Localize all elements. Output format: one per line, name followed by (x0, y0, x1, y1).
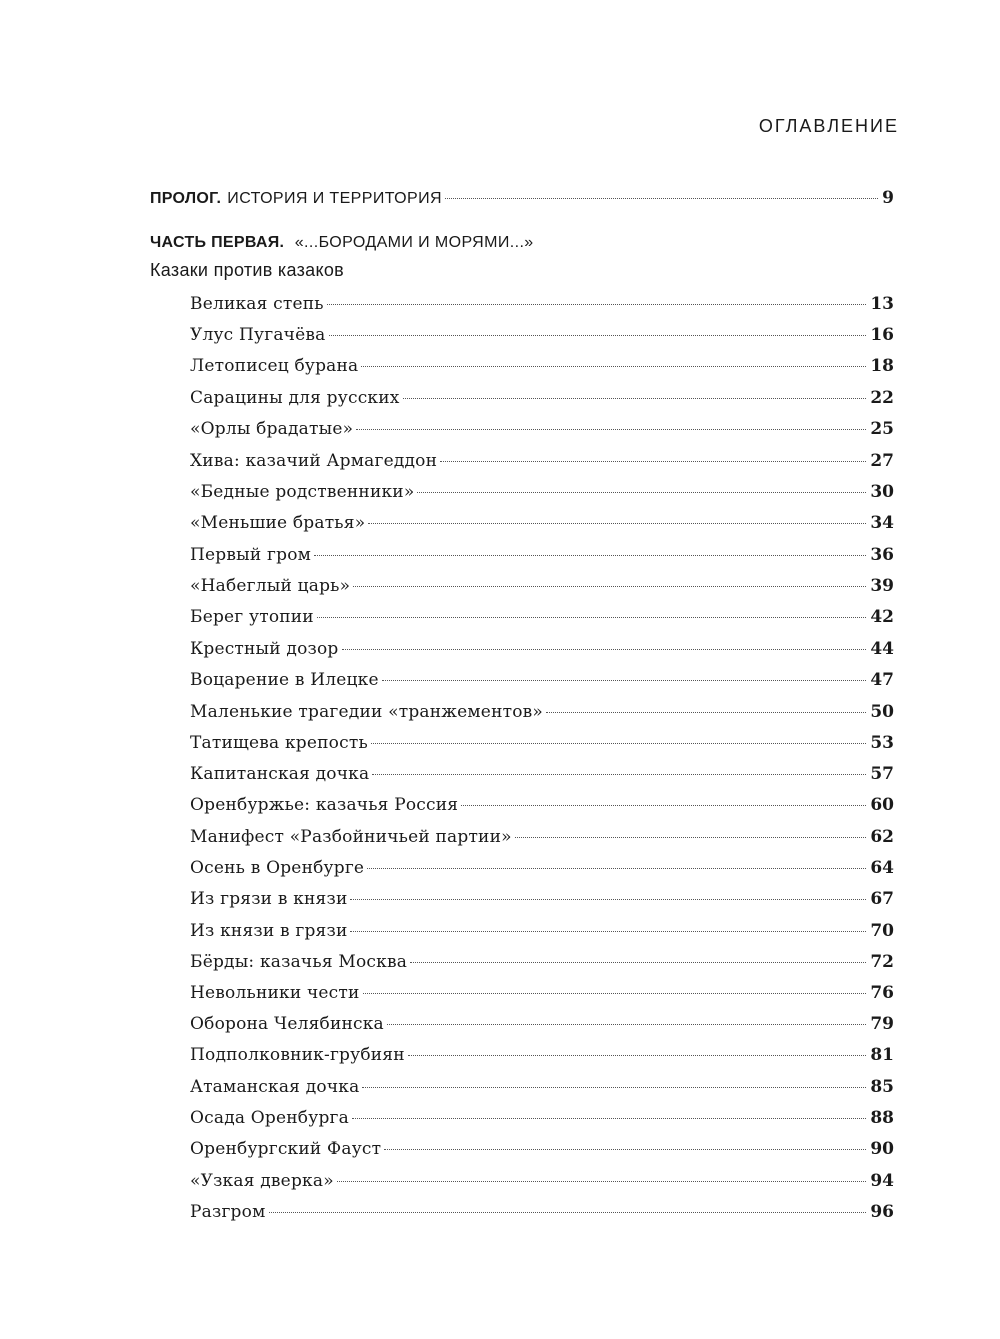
chapter-title: Осада Оренбурга (190, 1108, 349, 1128)
toc-entry[interactable] (190, 607, 894, 627)
toc-entry[interactable] (190, 1045, 894, 1065)
toc-entry[interactable] (190, 827, 894, 847)
toc-entry[interactable] (190, 356, 894, 376)
chapter-page-number: 53 (870, 733, 894, 753)
dot-leader (417, 492, 866, 493)
dot-leader (317, 617, 866, 618)
dot-leader (440, 461, 866, 462)
part-one-title: «...БОРОДАМИ И МОРЯМИ...» (294, 234, 534, 251)
chapter-title: Из князи в грязи (190, 921, 348, 941)
chapter-title: Оборона Челябинска (190, 1014, 384, 1034)
toc-entry[interactable] (190, 451, 894, 471)
chapter-page-number: 85 (870, 1077, 894, 1097)
dot-leader (342, 649, 867, 650)
dot-leader (371, 743, 866, 744)
chapter-title: Невольники чести (190, 983, 360, 1003)
chapter-page-number: 22 (870, 388, 894, 408)
chapter-title: Сарацины для русских (190, 388, 400, 408)
dot-leader (384, 1149, 866, 1150)
dot-leader (372, 774, 866, 775)
chapter-page-number: 13 (870, 294, 894, 314)
chapter-title: Воцарение в Илецке (190, 670, 379, 690)
dot-leader (353, 586, 866, 587)
toc-entry[interactable] (190, 1077, 894, 1097)
chapter-title: Улус Пугачёва (190, 325, 326, 345)
toc-entry[interactable] (190, 1108, 894, 1128)
dot-leader (350, 931, 866, 932)
chapter-page-number: 88 (870, 1108, 894, 1128)
chapter-page-number: 62 (870, 827, 894, 847)
chapter-page-number: 90 (870, 1139, 894, 1159)
dot-leader (352, 1118, 866, 1119)
part-one-label: ЧАСТЬ ПЕРВАЯ. (150, 234, 285, 251)
dot-leader (367, 868, 866, 869)
chapter-title: Оренбургский Фауст (190, 1139, 382, 1159)
toc-entry[interactable] (190, 952, 894, 972)
toc-entry[interactable] (190, 639, 894, 659)
toc-entry[interactable] (190, 858, 894, 878)
part-one-subtitle: Казаки против казаков (150, 260, 345, 280)
chapter-page-number: 67 (870, 889, 894, 909)
chapter-title: Хива: казачий Армагеддон (190, 451, 438, 471)
chapter-title: «Узкая дверка» (190, 1171, 334, 1191)
toc-entry[interactable] (190, 702, 894, 722)
dot-leader (337, 1181, 867, 1182)
prologue-title: ИСТОРИЯ И ТЕРРИТОРИЯ (227, 190, 442, 207)
page-title: ОГЛАВЛЕНИЕ (758, 116, 899, 136)
chapter-title: Бёрды: казачья Москва (190, 952, 408, 972)
chapter-page-number: 72 (870, 952, 894, 972)
dot-leader (461, 805, 866, 806)
toc-entry[interactable] (190, 545, 894, 565)
chapter-title: «Набеглый царь» (190, 576, 351, 596)
chapter-page-number: 44 (870, 639, 894, 659)
chapter-title: Осень в Оренбурге (190, 858, 365, 878)
dot-leader (410, 962, 866, 963)
chapter-title: Великая степь (190, 294, 324, 314)
toc-entry[interactable] (190, 1202, 894, 1222)
dot-leader (269, 1212, 867, 1213)
toc-entry[interactable] (190, 1171, 894, 1191)
dot-leader (356, 429, 866, 430)
dot-leader (546, 712, 866, 713)
chapter-page-number: 70 (870, 921, 894, 941)
chapter-page-number: 39 (870, 576, 894, 596)
chapter-title: Манифест «Разбойничьей партии» (190, 827, 512, 847)
chapter-title: Татищева крепость (190, 733, 368, 753)
chapter-title: Оренбуржье: казачья Россия (190, 795, 459, 815)
chapter-title: Крестный дозор (190, 639, 339, 659)
dot-leader (327, 304, 867, 305)
dot-leader (314, 555, 866, 556)
toc-entry[interactable] (190, 1014, 894, 1034)
chapter-title: Подполковник-грубиян (190, 1045, 405, 1065)
toc-entry[interactable] (190, 576, 894, 596)
toc-entry[interactable] (190, 482, 894, 502)
toc-entry[interactable] (190, 921, 894, 941)
chapter-title: «Орлы брадатые» (190, 419, 354, 439)
toc-entry[interactable] (190, 294, 894, 314)
chapter-page-number: 16 (870, 325, 894, 345)
toc-entry[interactable] (190, 983, 894, 1003)
toc-entry[interactable] (190, 1139, 894, 1159)
chapter-page-number: 96 (870, 1202, 894, 1222)
chapter-title: «Бедные родственники» (190, 482, 415, 502)
chapter-page-number: 57 (870, 764, 894, 784)
chapter-page-number: 94 (870, 1171, 894, 1191)
dot-leader (387, 1024, 866, 1025)
prologue-page-number: 9 (882, 188, 894, 208)
chapter-page-number: 50 (870, 702, 894, 722)
toc-entry[interactable] (190, 764, 894, 784)
toc-entry[interactable] (190, 889, 894, 909)
chapter-page-number: 18 (870, 356, 894, 376)
chapter-title: Первый гром (190, 545, 312, 565)
chapter-title: «Меньшие братья» (190, 513, 366, 533)
toc-entry[interactable] (190, 513, 894, 533)
toc-entry[interactable] (190, 733, 894, 753)
chapter-page-number: 81 (870, 1045, 894, 1065)
chapter-page-number: 27 (870, 451, 894, 471)
chapter-page-number: 34 (870, 513, 894, 533)
chapter-title: Атаманская дочка (190, 1077, 360, 1097)
chapter-title: Из грязи в князи (190, 889, 348, 909)
dot-leader (408, 1055, 867, 1056)
dot-leader (403, 398, 867, 399)
toc-entry[interactable] (190, 325, 894, 345)
toc-entry[interactable] (190, 419, 894, 439)
dot-leader (329, 335, 867, 336)
dot-leader (363, 993, 867, 994)
chapter-page-number: 30 (870, 482, 894, 502)
chapter-page-number: 79 (870, 1014, 894, 1034)
chapter-page-number: 42 (870, 607, 894, 627)
dot-leader (368, 523, 866, 524)
chapter-page-number: 76 (870, 983, 894, 1003)
toc-entry[interactable] (190, 388, 894, 408)
dot-leader (382, 680, 867, 681)
dot-leader (362, 1087, 866, 1088)
chapter-page-number: 25 (870, 419, 894, 439)
chapter-title: Летописец бурана (190, 356, 359, 376)
dot-leader (515, 837, 867, 838)
toc-entry[interactable] (190, 795, 894, 815)
toc-entry[interactable] (190, 670, 894, 690)
chapter-page-number: 60 (870, 795, 894, 815)
chapter-page-number: 47 (870, 670, 894, 690)
chapter-title: Маленькие трагедии «транжементов» (190, 702, 544, 722)
chapter-title: Берег утопии (190, 607, 314, 627)
chapter-title: Разгром (190, 1202, 266, 1222)
chapter-page-number: 64 (870, 858, 894, 878)
dot-leader (361, 366, 866, 367)
chapter-title: Капитанская дочка (190, 764, 370, 784)
dot-leader (350, 899, 866, 900)
chapter-page-number: 36 (870, 545, 894, 565)
prologue-label: ПРОЛОГ. (150, 190, 222, 207)
